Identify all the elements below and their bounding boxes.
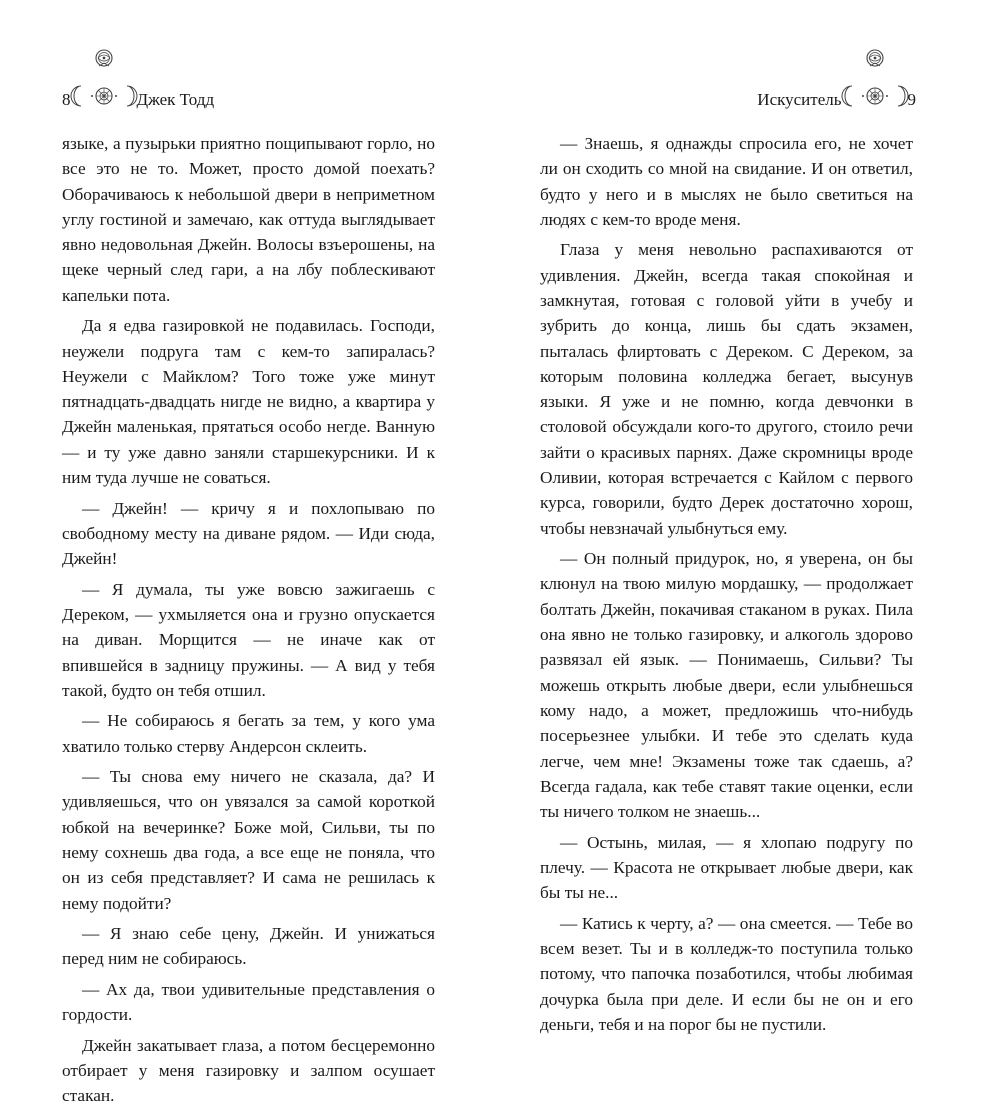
running-head-right — [757, 88, 916, 112]
paragraph: языке, а пузырьки приятно пощипывают горло, но все это не то. Может, просто домой поехать? Оборачиваюсь к небольшой двери в неприметном углу гостиной и замечаю, как оттуда выглядывает явно недовольная Джейн. Волосы взъерошены, на щеке черный след гари, а на лбу поблескивают капельки пота. — [62, 134, 435, 305]
paragraph: — Знаешь, я однажды спросила его, не хочет ли он сходить со мной на свидание. И он ответил, будто у него и в мыслях не было светиться на людях с кем-то вроде меня. — [540, 134, 913, 229]
author-running-head: Джек Тодд — [136, 90, 215, 109]
paragraph: — Я знаю себе цену, Джейн. И унижаться перед ним не собираюсь. — [62, 924, 435, 969]
page-number-left: 8 — [62, 90, 71, 109]
left-page-text — [62, 131, 435, 1114]
paragraph: — Он полный придурок, но, я уверена, он бы клюнул на твою милую мордашку, — продолжает болтать Джейн, покачивая стаканом в руках. Пила она явно не только газировку, и алкоголь здорово развязал ей язык. — Понимаешь, Сильви? Ты можешь открыть любые двери, если улыбнешься кому надо, а может, предложишь что-нибудь посерьезнее улыбки. И тебе это сделать куда легче, чем мне! Экзамены тоже так сдаешь, а? Всегда гадала, как тебе ставят такие оценки, если ты ничего толком не знаешь... — [540, 549, 913, 822]
left-page — [0, 0, 500, 1106]
page-number-right: 9 — [907, 90, 916, 109]
paragraph: Да я едва газировкой не подавилась. Господи, неужели подруга там с кем-то запиралась? Неужели с Майклом? Того тоже уже минут пятнадцать-двадцать нигде не видно, а квартира у Джейн маленькая, прятаться особо негде. Ванную — и ту уже давно заняли старшекурсники. И к ним туда лучше не соваться. — [62, 316, 435, 488]
running-head-left — [62, 88, 214, 112]
paragraph: — Катись к черту, а? — она смеется. — Тебе во всем везет. Ты и в колледж-то поступила только потому, что папочка позаботился, чтобы любимая дочурка была при деле. И если бы не он и его деньги, тебя и на порог бы не пустили. — [540, 913, 913, 1034]
paragraph: — Джейн! — кричу я и похлопываю по свободному месту на диване рядом. — Иди сюда, Джейн! — [62, 498, 435, 569]
paragraph: — Не собираюсь я бегать за тем, у кого ума хватило только стерву Андерсон склеить. — [62, 711, 435, 756]
paragraph: — Остынь, милая, — я хлопаю подругу по плечу. — Красота не открывает любые двери, как бы ты не... — [540, 832, 913, 903]
paragraph: — Ах да, твои удивительные представления о гордости. — [62, 979, 435, 1025]
moon-ornament-icon — [848, 88, 902, 112]
title-running-head: Искуситель — [757, 90, 842, 109]
paragraph: — Ты снова ему ничего не сказала, да? И удивляешься, что он увязался за самой короткой юбкой на вечеринке? Боже мой, Сильви, ты по нему сохнешь два года, а все еще не поняла, что он из себя представляет? И сама не решилась к нему подойти? — [62, 767, 435, 913]
right-page-text — [540, 131, 913, 1042]
moon-ornament-icon — [77, 88, 131, 112]
paragraph: — Я думала, ты уже вовсю зажигаешь с Дереком, — ухмыляется она и грузно опускается на диван. Морщится — не иначе как от впившейся в задницу пружины. — А вид у тебя такой, будто он тебя отшил. — [62, 579, 435, 700]
paragraph: Глаза у меня невольно распахиваются от удивления. Джейн, всегда такая спокойная и замкнутая, готовая с головой уйти в учебу и зубрить до конца, лишь бы сдать экзамен, пыталась флиртовать с Дереком. С Дереком, за которым половина колледжа бегает, высунув языки. Я уже и не помню, когда девчонки в столовой обсуждали кого-то другого, стоило речи зайти о красивых парнях. Даже скромницы вроде Оливии, которая встречается с Кайлом с первого курса, говорили, будто Дерек достаточно хорош, чтобы невзначай улыбнуться ему. — [540, 240, 913, 538]
right-page — [500, 0, 1000, 1034]
paragraph: Джейн закатывает глаза, а потом бесцеремонно отбирает у меня газировку и залпом осушает стакан. — [62, 1035, 435, 1106]
